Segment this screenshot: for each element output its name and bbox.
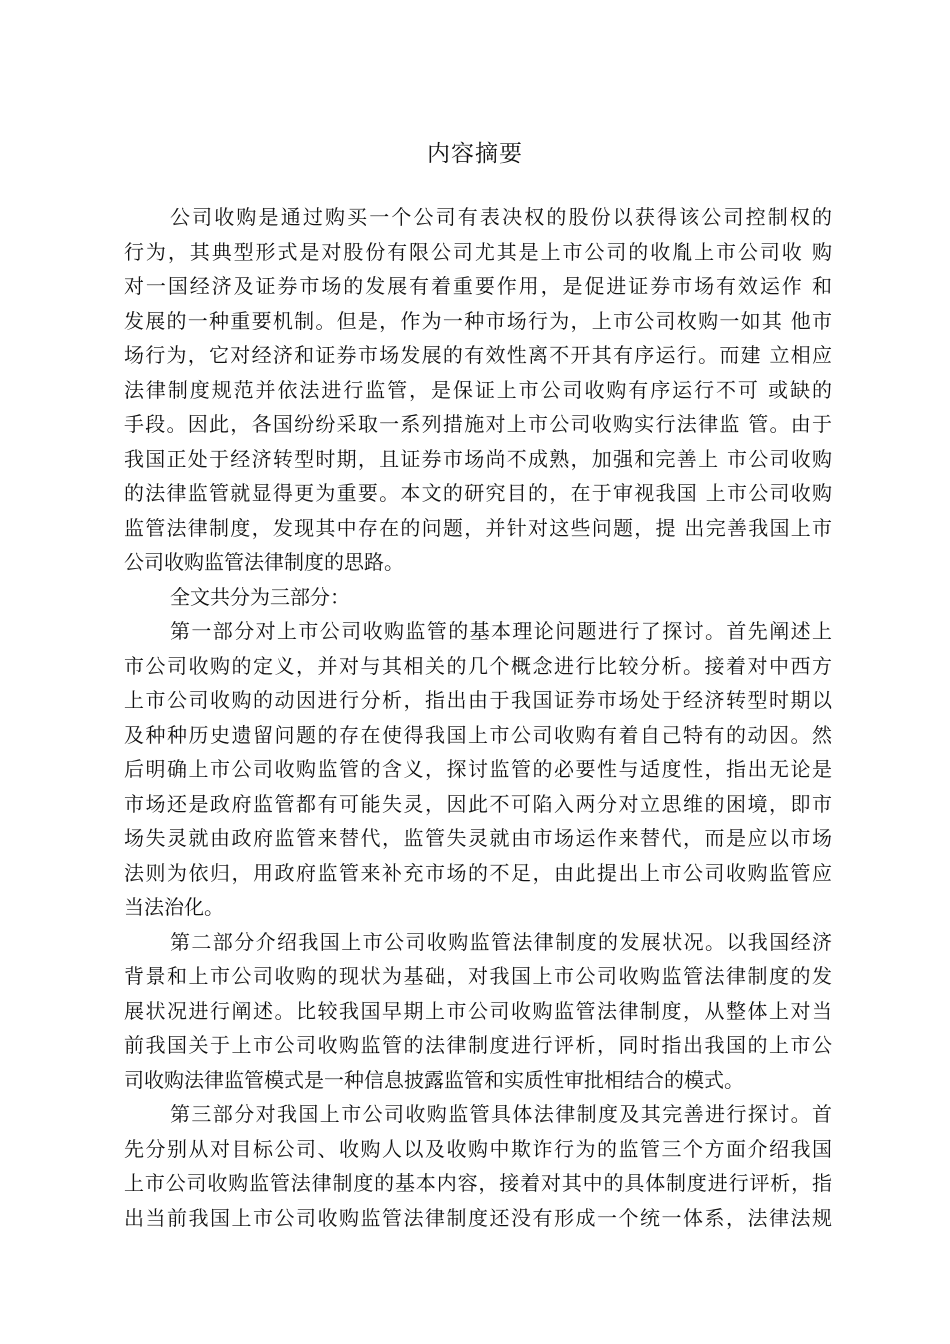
text-line: 公司收购监管法律制度的思路。 [124, 550, 404, 574]
text-line: 法律制度规范并依法进行监管，是保证上市公司收购有序运行不可 或缺的 [124, 377, 832, 402]
text-line: 的法律监管就显得更为重要。本文的研究目的，在于审视我国 上市公司收购 [124, 481, 832, 505]
text-line: 司收购法律监管模式是一种信息披露监管和实质性审批相结合的模式。 [124, 1067, 744, 1092]
text-line: 第一部分对上市公司收购监管的基本理论问题进行了探讨。首先阐述上 [170, 619, 832, 643]
text-line: 对一国经济及证券市场的发展有着重要作用，是促进证券市场有效运作 和 [124, 274, 832, 298]
text-line: 全文共分为三部分： [170, 584, 350, 609]
text-line: 行为，其典型形式是对股份有限公司尤其是上市公司的收胤上市公司收 购 [124, 239, 832, 264]
text-line: 发展的一种重要机制。但是，作为一种市场行为，上市公司枚购一如其 他市 [124, 308, 832, 333]
text-line: 手段。因此，各国纷纷采取一系列措施对上市公司收购实行法律监 管。由于 [124, 412, 832, 436]
text-line: 出当前我国上市公司收购监管法律制度还没有形成一个统一体系，法律法规 [124, 1205, 832, 1230]
text-line: 我国正处于经济转型时期，且证券市场尚不成熟，加强和完善上 市公司收购 [124, 446, 832, 471]
text-line: 法则为依归，用政府监管来补充市场的不足，由此提出上市公司收购监管应 [124, 860, 832, 885]
text-line: 前我国关于上市公司收购监管的法律制度进行评析，同时指出我国的上市公 [124, 1033, 832, 1057]
text-line: 背景和上市公司收购的现状为基础，对我国上市公司收购监管法律制度的发 [124, 964, 832, 988]
page-title: 内容摘要 [427, 141, 523, 167]
text-line: 后明确上市公司收购监管的含义，探讨监管的必要性与适度性，指出无论是 [124, 757, 832, 781]
text-line: 市公司收购的定义，并对与其相关的几个概念进行比较分析。接着对中西方 [124, 653, 832, 678]
text-line: 场行为，它对经济和证券市场发展的有效性离不开其有序运行。而建 立相应 [124, 343, 832, 367]
text-line: 及种种历史遗留问题的存在使得我国上市公司收购有着自己特有的动因。然 [124, 722, 832, 747]
text-line: 第二部分介绍我国上市公司收购监管法律制度的发展状况。以我国经济 [170, 929, 832, 954]
text-line: 当法治化。 [124, 895, 224, 919]
text-line: 上市公司收购监管法律制度的基本内容，接着对其中的具体制度进行评析，指 [124, 1171, 832, 1195]
text-line: 监管法律制度，发现其中存在的问题，并针对这些问题，提 出完善我国上市 [124, 515, 832, 540]
text-line: 第三部分对我国上市公司收购监管具体法律制度及其完善进行探讨。首 [170, 1102, 832, 1126]
text-line: 场失灵就由政府监管来替代，监管失灵就由市场运作来替代，而是应以市场 [124, 826, 832, 850]
text-line: 先分别从对目标公司、收购人以及收购中欺诈行为的监管三个方面介绍我国 [124, 1136, 832, 1161]
text-line: 公司收购是通过购买一个公司有表决权的股份以获得该公司控制权的 [170, 205, 832, 229]
text-line: 展状况进行阐述。比较我国早期上市公司收购监管法律制度，从整体上对当 [124, 998, 832, 1023]
abstract-body [124, 200, 832, 1235]
text-line: 上市公司收购的动因进行分析，指出由于我国证券市场处于经济转型时期以 [124, 688, 832, 712]
text-line: 市场还是政府监管都有可能失灵，因此不可陷入两分对立思维的困境，即市 [124, 791, 832, 816]
